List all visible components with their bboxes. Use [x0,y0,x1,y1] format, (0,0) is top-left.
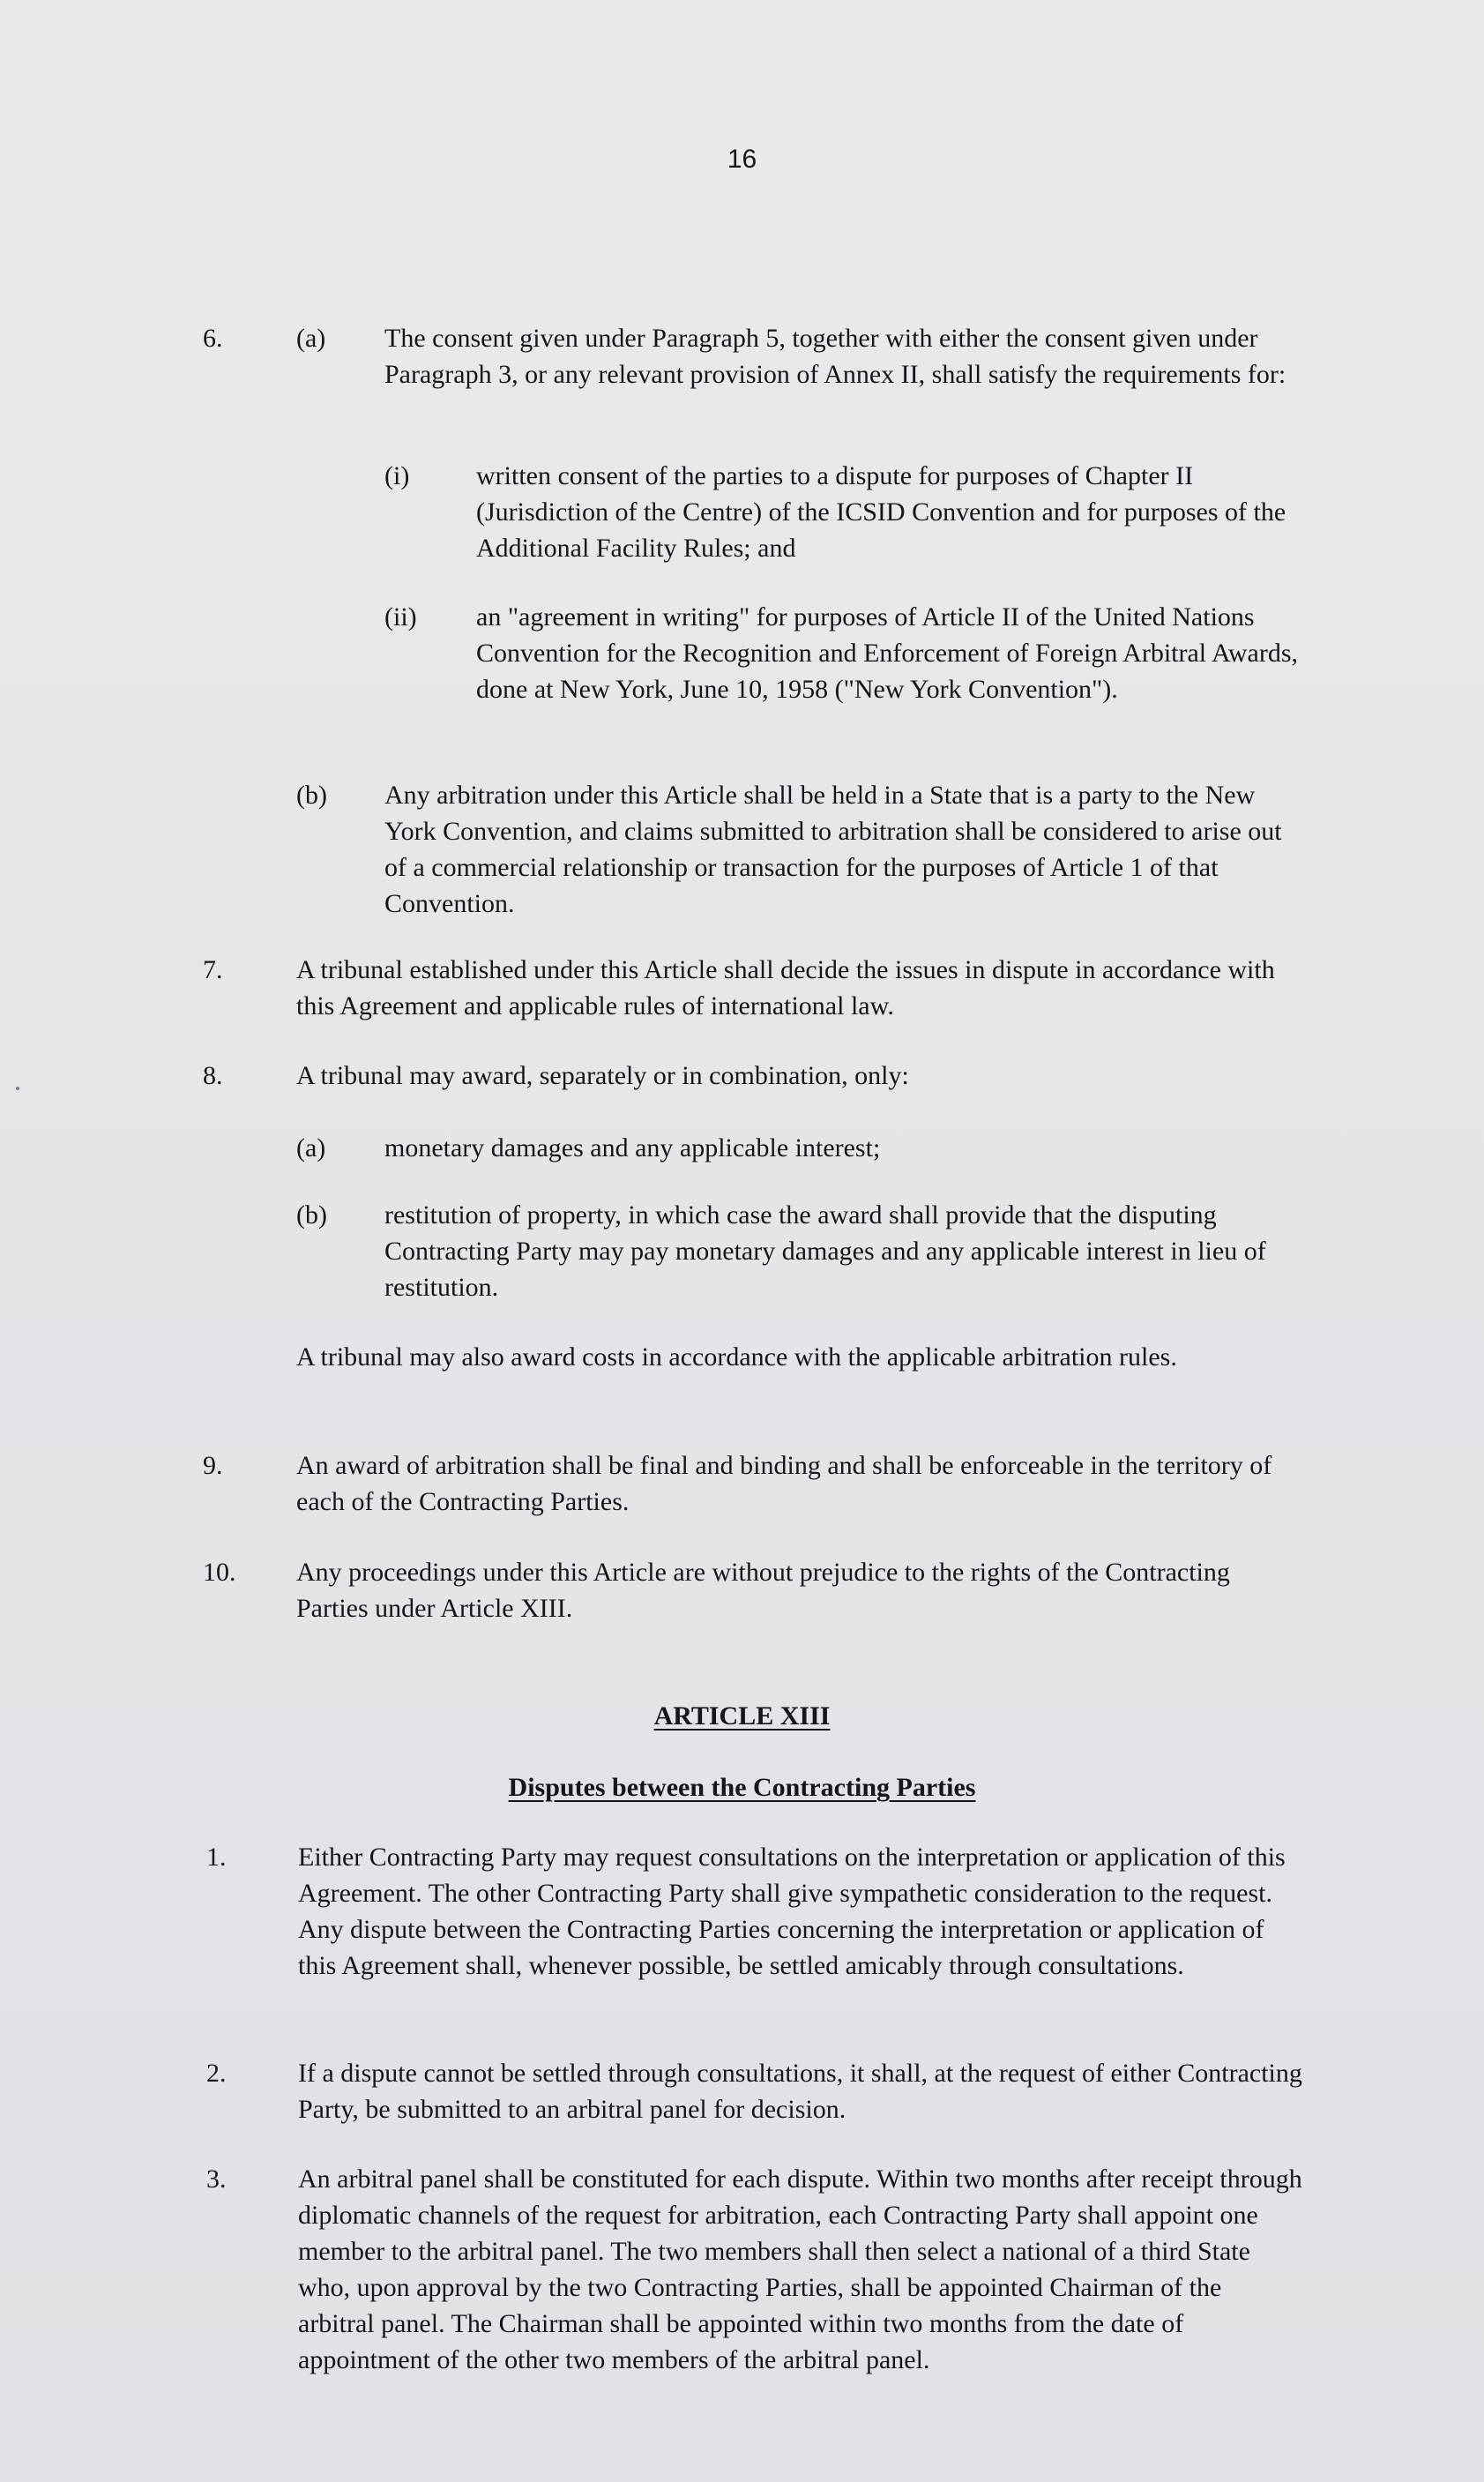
paragraph-6b-label: (b) [296,781,327,810]
article-paragraph-3-text: An arbitral panel shall be constituted for each dispute. Within two months after receipt through diplomatic channels of the request for arbitration, each Contracting Party shall appoint one member to the arbitral panel. The two members shall then select a national of a third State who, upon approval by the two Contracting Parties, shall be appointed Chairman of the arbitral panel. The Chairman shall be appointed within two months from the date of appointment of the other two members of the arbitral panel. [298,2164,1302,2374]
paragraph-6-number: 6. [203,324,223,353]
paragraph-8-number: 8. [203,1061,223,1090]
paragraph-9-text: An award of arbitration shall be final and binding and shall be enforceable in the territory of each of the Contracting Parties. [296,1451,1272,1516]
paragraph-7-text: A tribunal established under this Article shall decide the issues in dispute in accordance with this Agreement and applicable rules of international law. [296,955,1275,1020]
paragraph-8b-label: (b) [296,1200,327,1230]
paragraph-8b-text: restitution of property, in which case the award shall provide that the disputing Contracting Party may pay monetary damages and any applicable interest in lieu of restitution. [384,1200,1266,1302]
paragraph-8-costs-text: A tribunal may also award costs in accordance with the applicable arbitration rules. [296,1342,1177,1372]
paragraph-6a-ii-text: an "agreement in writing" for purposes of Article II of the United Nations Convention for the Recognition and Enforcement of Foreign Arbitral Awards, done at New York, June 10, 1958 ("New York Convention"). [476,602,1299,704]
scan-speck [16,1087,19,1090]
article-subtitle: Disputes between the Contracting Parties [508,1773,976,1802]
article-title: ARTICLE XIII [653,1701,831,1731]
article-paragraph-1-text: Either Contracting Party may request consultations on the interpretation or application of this Agreement. The other Contracting Party shall give sympathetic consideration to the request. Any dispute between the Contracting Parties concerning the interpretation or application of this Agreement shall, whenever possible, be settled amicably through consultations. [298,1843,1286,1980]
paragraph-6a-ii-label: (ii) [384,602,417,632]
article-paragraph-2-number: 2. [206,2059,227,2088]
paragraph-6a-i-label: (i) [384,461,410,490]
paragraph-10-number: 10. [203,1558,236,1587]
paragraph-9-number: 9. [203,1451,223,1480]
paragraph-6a-text: The consent given under Paragraph 5, together with either the consent given under Paragraph 3, or any relevant provision of Annex II, shall satisfy the requirements for: [384,324,1286,389]
paragraph-6a-i-text: written consent of the parties to a dispute for purposes of Chapter II (Jurisdiction of the Centre) of the ICSID Convention and for purposes of the Additional Facility Rules; and [476,461,1286,563]
paragraph-8a-text: monetary damages and any applicable interest; [384,1133,881,1163]
article-paragraph-1-number: 1. [206,1843,227,1872]
paragraph-8a-label: (a) [296,1133,326,1163]
article-paragraph-3-number: 3. [206,2164,227,2194]
paragraph-7-number: 7. [203,955,223,984]
paragraph-6a-label: (a) [296,324,326,353]
page-number: 16 [727,145,757,174]
article-paragraph-2-text: If a dispute cannot be settled through consultations, it shall, at the request of either Contracting Party, be submitted to an arbitral panel for decision. [298,2059,1302,2124]
paragraph-8-text: A tribunal may award, separately or in combination, only: [296,1061,909,1090]
paragraph-10-text: Any proceedings under this Article are without prejudice to the rights of the Contracting Parties under Article XIII. [296,1558,1230,1623]
paragraph-6b-text: Any arbitration under this Article shall be held in a State that is a party to the New York Convention, and claims submitted to arbitration shall be considered to arise out of a commercial relationship or transaction for the purposes of Article 1 of that Convention. [384,781,1282,918]
